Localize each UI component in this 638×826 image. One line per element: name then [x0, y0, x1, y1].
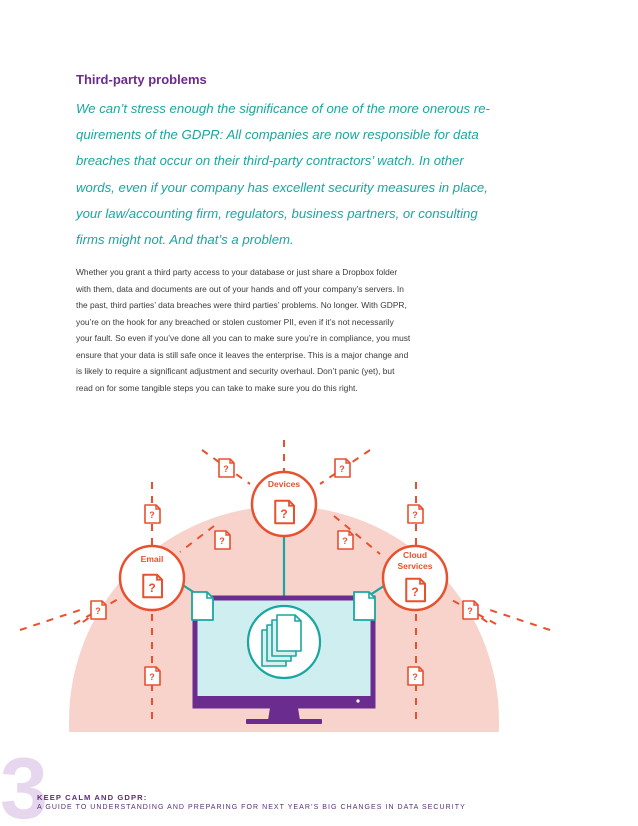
pull-quote [76, 96, 490, 253]
third-party-diagram [0, 430, 638, 735]
body-line: read on for some tangible steps you can take to make sure you do this right. [76, 382, 358, 393]
question-mark: ? [223, 464, 229, 474]
section-heading: Third-party problems [76, 72, 207, 87]
document-stack-icon [248, 606, 320, 678]
question-mark: ? [412, 510, 418, 520]
question-mark: ? [412, 672, 418, 682]
body-line: ensure that your data is still safe once it leaves the enterprise. This is a major change and [76, 349, 409, 360]
body-line: you’re on the hook for any breached or stolen customer PII, even if it’s not necessarily [76, 316, 394, 327]
devices-node [252, 472, 316, 536]
shared-document-icon [192, 592, 213, 620]
pull-quote-line: your law/accounting firm, regulators, business partners, or consulting [76, 205, 478, 221]
body-line: the past, third parties’ data breaches were third parties’ problems. No longer. With GDPR, [76, 300, 407, 310]
pull-quote-line: words, even if your company has excellent security measures in place, [76, 179, 488, 195]
question-mark: ? [411, 585, 419, 599]
page-number: 3 [0, 741, 48, 826]
body-paragraph [76, 264, 456, 396]
footer-subtitle: A GUIDE TO UNDERSTANDING AND PREPARING FOR NEXT YEAR’S BIG CHANGES IN DATA SECURITY [37, 804, 466, 811]
body-line: Whether you grant a third party access to your database or just share a Dropbox folder [76, 267, 398, 277]
question-mark: ? [149, 672, 155, 682]
pull-quote-line: breaches that occur on their third-party contractors’ watch. In other [76, 153, 464, 169]
question-mark: ? [219, 536, 225, 546]
body-line: is likely to require a significant adjustment and security overhaul. Don’t panic (yet), but [76, 366, 395, 376]
question-mark: ? [467, 606, 473, 616]
cloud-services-node [383, 546, 447, 610]
email-node [120, 546, 184, 610]
body-line: with them, data and documents are out of your hands and off your company’s servers. In [76, 283, 404, 294]
question-mark: ? [95, 606, 101, 616]
question-mark: ? [148, 581, 156, 595]
shared-document-icon [354, 592, 375, 620]
question-mark: ? [339, 464, 345, 474]
pull-quote-line: We can’t stress enough the significance of one of the more onerous re- [76, 101, 490, 116]
devices-label: Devices [267, 479, 301, 489]
pull-quote-line: firms might not. And that’s a problem. [76, 231, 294, 247]
footer-title: KEEP CALM AND GDPR: [37, 793, 148, 802]
cloud-label-line1: Cloud [402, 550, 428, 560]
body-line: your fault. So even if you’ve done all you can to make sure you’re in compliance, you must [76, 333, 411, 343]
pull-quote-line: quirements of the GDPR: All companies are now responsible for data [76, 127, 479, 143]
cloud-label-line2: Services [397, 561, 433, 571]
question-mark: ? [342, 536, 348, 546]
question-mark: ? [149, 510, 155, 520]
email-label: Email [140, 554, 164, 564]
question-mark: ? [280, 507, 288, 521]
